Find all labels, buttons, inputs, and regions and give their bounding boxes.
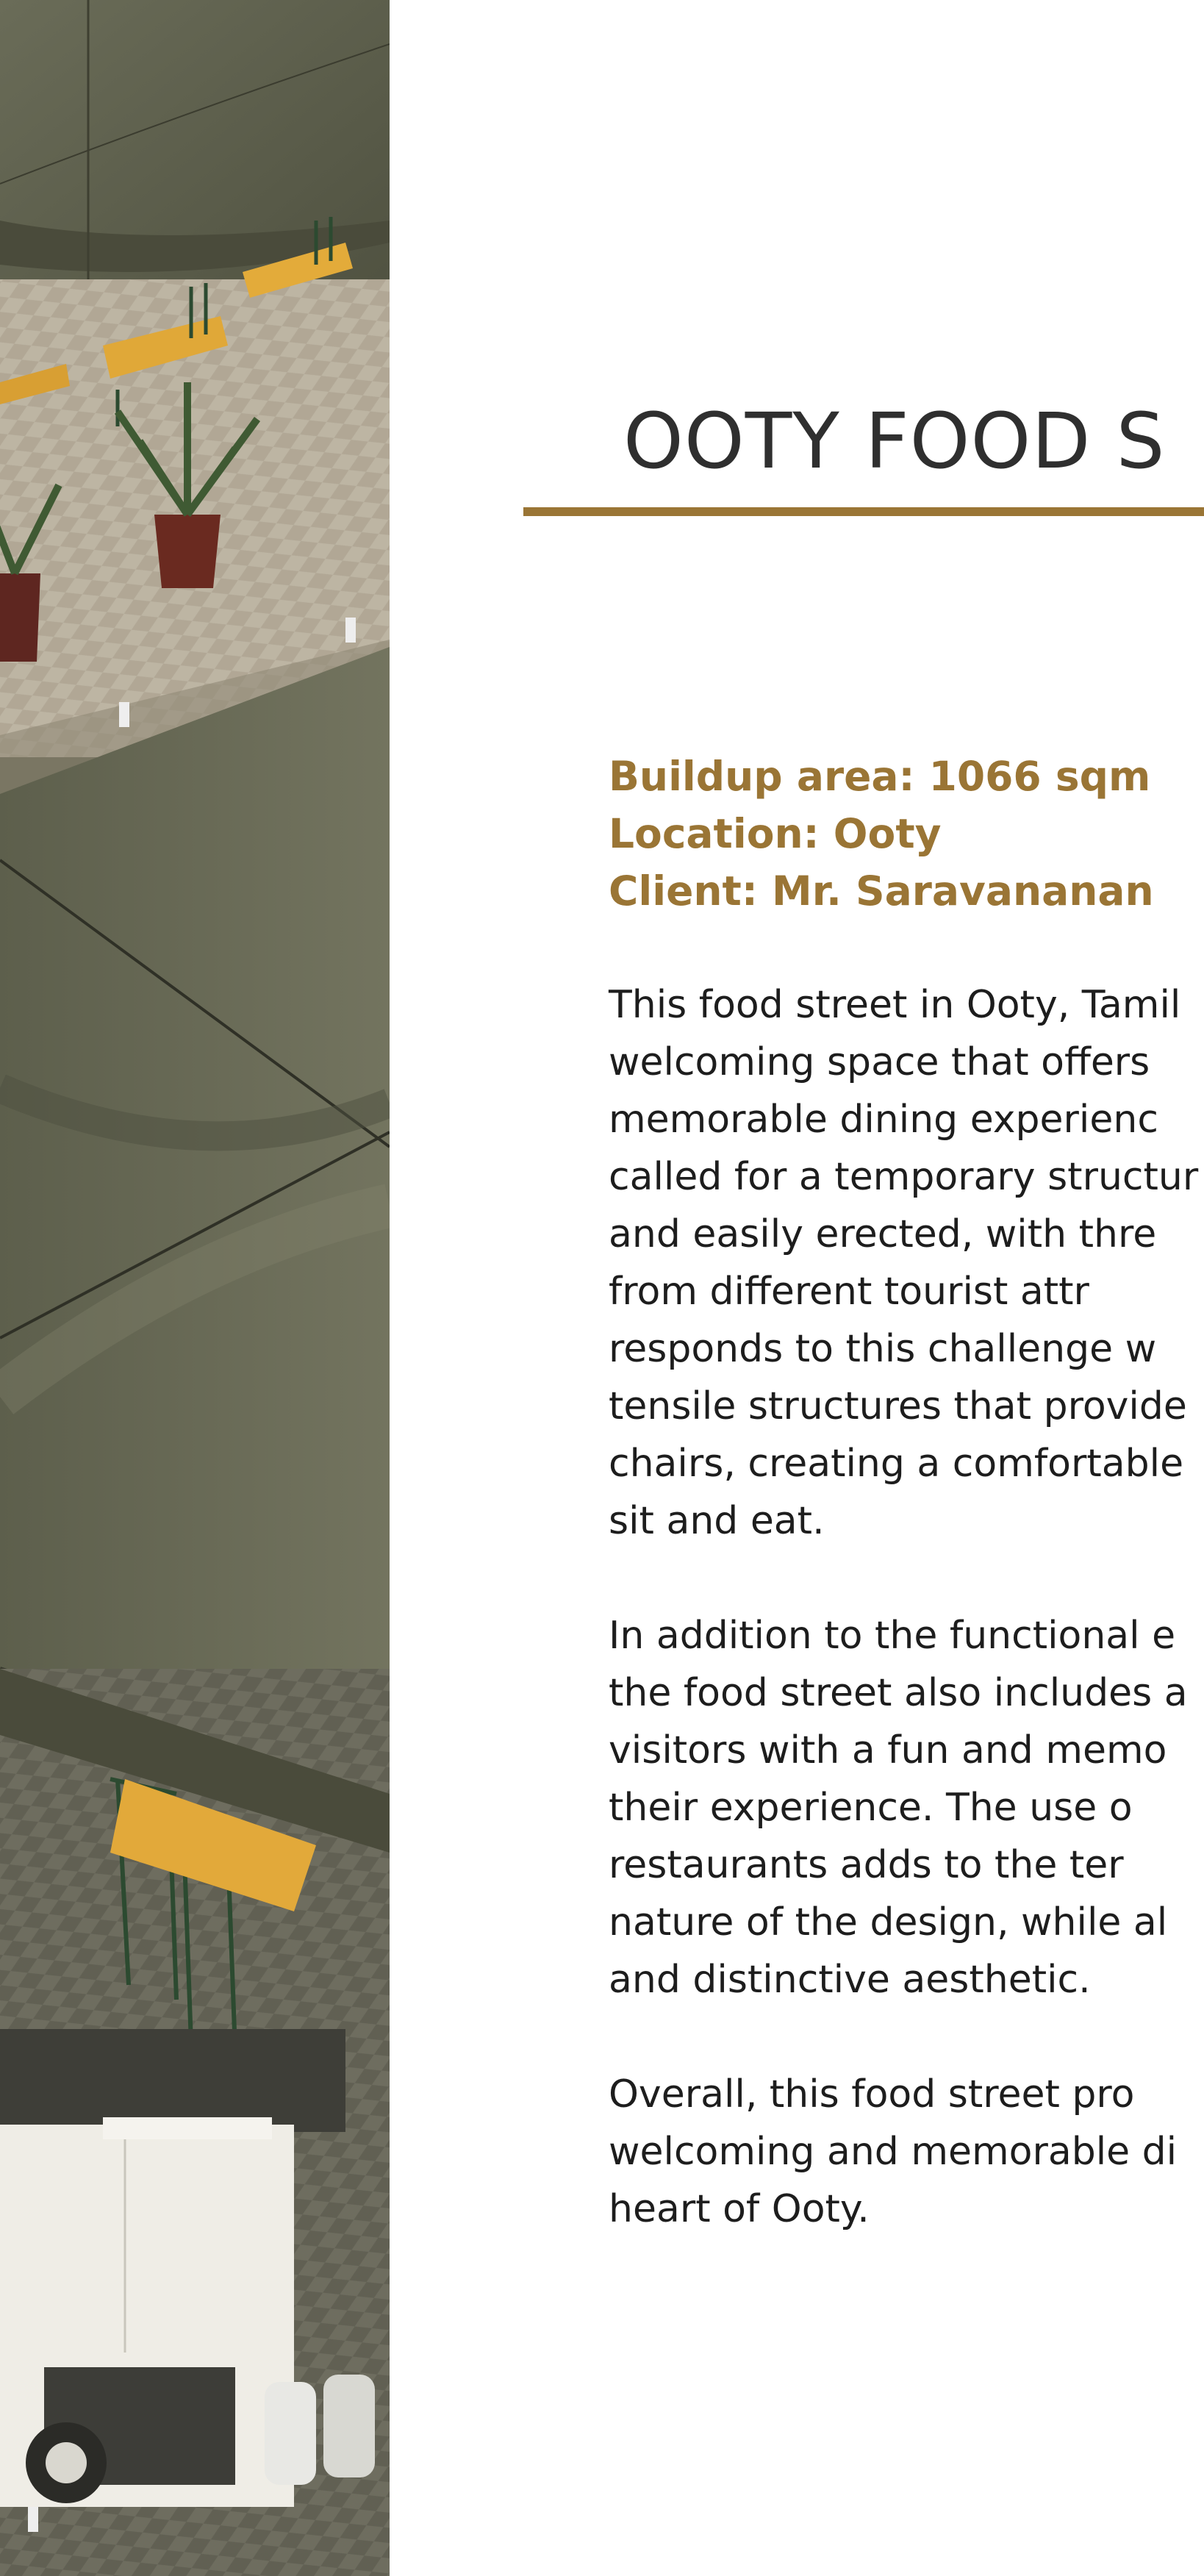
paragraph-2: In addition to the functional e the food street also includes a visitors with a fun and memo their experience. The use o restaurants adds to the ter nature of the design, while al and distinctive aesthetic. [609, 1614, 1188, 2002]
client: Client: Mr. Saravananan [609, 867, 1154, 915]
bollard-light-icon [28, 2507, 38, 2532]
paragraph-1: This food street in Ooty, Tamil welcoming space that offers memorable dining experienc called for a temporary structur and easily erected, with thre from different tourist attr responds to this challenge w tensile structures that provide chairs, creating a comfortable sit and eat. [609, 983, 1199, 1543]
page-title: OOTY FOOD S [623, 396, 1166, 486]
tensile-canopy-icon [0, 647, 390, 1794]
title-underline [523, 507, 1204, 516]
project-meta [609, 748, 1154, 920]
project-description [609, 976, 1204, 2295]
location: Location: Ooty [609, 810, 942, 857]
project-render-image [0, 0, 390, 2576]
buildup-area: Buildup area: 1066 sqm [609, 753, 1151, 800]
paragraph-3: Overall, this food street pro welcoming and memorable di heart of Ooty. [609, 2072, 1178, 2231]
